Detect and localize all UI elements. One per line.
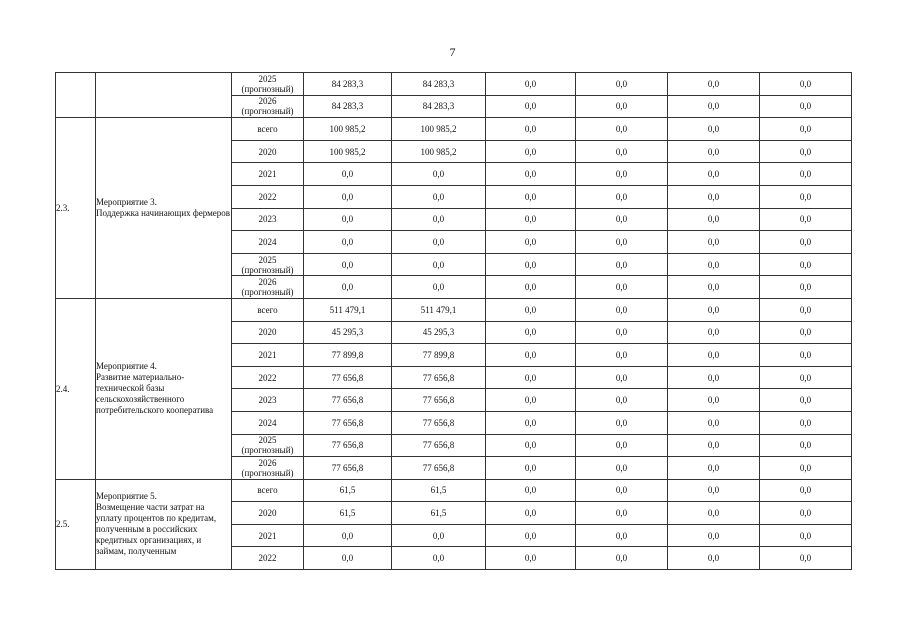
amount-cell: 0,0	[668, 276, 760, 299]
year-cell: 2020	[232, 140, 304, 163]
amount-cell: 77 656,8	[304, 366, 392, 389]
year-cell: всего	[232, 298, 304, 321]
year-cell: 2021	[232, 344, 304, 367]
amount-cell: 100 985,2	[392, 140, 486, 163]
year-cell: 2023	[232, 208, 304, 231]
amount-cell: 0,0	[576, 140, 668, 163]
amount-cell: 77 656,8	[392, 389, 486, 412]
year-cell: 2025 (прогнозный)	[232, 434, 304, 457]
amount-cell: 0,0	[486, 366, 576, 389]
amount-cell: 77 656,8	[304, 411, 392, 434]
amount-cell: 0,0	[392, 276, 486, 299]
amount-cell: 77 656,8	[392, 434, 486, 457]
amount-cell: 0,0	[760, 547, 852, 570]
amount-cell: 100 985,2	[392, 118, 486, 141]
amount-cell: 0,0	[760, 185, 852, 208]
year-cell: 2026 (прогнозный)	[232, 95, 304, 118]
amount-cell: 0,0	[576, 457, 668, 480]
amount-cell: 0,0	[486, 524, 576, 547]
year-cell: 2026 (прогнозный)	[232, 276, 304, 299]
table-row	[56, 479, 852, 502]
amount-cell: 511 479,1	[392, 298, 486, 321]
amount-cell: 0,0	[760, 366, 852, 389]
amount-cell: 0,0	[668, 118, 760, 141]
amount-cell: 0,0	[576, 389, 668, 412]
amount-cell: 0,0	[304, 253, 392, 276]
amount-cell: 45 295,3	[392, 321, 486, 344]
amount-cell: 0,0	[576, 298, 668, 321]
amount-cell: 0,0	[486, 457, 576, 480]
year-cell: 2020	[232, 321, 304, 344]
amount-cell: 0,0	[668, 479, 760, 502]
measure-number-cell	[56, 73, 96, 118]
amount-cell: 84 283,3	[392, 73, 486, 96]
amount-cell: 0,0	[576, 185, 668, 208]
year-cell: 2026 (прогнозный)	[232, 457, 304, 480]
year-cell: 2022	[232, 547, 304, 570]
amount-cell: 0,0	[486, 253, 576, 276]
measure-name-cell: Мероприятие 3. Поддержка начинающих фермеров	[96, 118, 232, 299]
amount-cell: 0,0	[668, 344, 760, 367]
year-cell: 2024	[232, 411, 304, 434]
amount-cell: 0,0	[668, 73, 760, 96]
amount-cell: 0,0	[486, 479, 576, 502]
amount-cell: 61,5	[304, 502, 392, 525]
amount-cell: 0,0	[576, 344, 668, 367]
year-cell: 2022	[232, 185, 304, 208]
amount-cell: 0,0	[760, 253, 852, 276]
amount-cell: 0,0	[304, 163, 392, 186]
table-row	[56, 298, 852, 321]
amount-cell: 0,0	[486, 118, 576, 141]
amount-cell: 0,0	[576, 434, 668, 457]
amount-cell: 0,0	[760, 321, 852, 344]
amount-cell: 0,0	[760, 479, 852, 502]
amount-cell: 0,0	[760, 118, 852, 141]
amount-cell: 0,0	[668, 502, 760, 525]
amount-cell: 0,0	[576, 479, 668, 502]
amount-cell: 77 656,8	[392, 457, 486, 480]
amount-cell: 0,0	[760, 231, 852, 254]
table-body	[56, 73, 852, 570]
amount-cell: 0,0	[668, 389, 760, 412]
amount-cell: 0,0	[668, 524, 760, 547]
amount-cell: 0,0	[576, 547, 668, 570]
amount-cell: 0,0	[392, 547, 486, 570]
amount-cell: 511 479,1	[304, 298, 392, 321]
amount-cell: 77 899,8	[392, 344, 486, 367]
amount-cell: 100 985,2	[304, 118, 392, 141]
measure-name-cell: Мероприятие 4. Развитие материально-технической базы сельскохозяйственного потребительского кооператива	[96, 298, 232, 479]
amount-cell: 0,0	[304, 524, 392, 547]
amount-cell: 0,0	[760, 163, 852, 186]
amount-cell: 0,0	[304, 276, 392, 299]
amount-cell: 0,0	[486, 411, 576, 434]
amount-cell: 0,0	[760, 276, 852, 299]
amount-cell: 0,0	[760, 298, 852, 321]
amount-cell: 0,0	[576, 231, 668, 254]
year-cell: всего	[232, 118, 304, 141]
table-row	[56, 73, 852, 96]
amount-cell: 0,0	[486, 434, 576, 457]
year-cell: 2025 (прогнозный)	[232, 73, 304, 96]
amount-cell: 0,0	[486, 163, 576, 186]
amount-cell: 0,0	[668, 411, 760, 434]
amount-cell: 0,0	[576, 411, 668, 434]
amount-cell: 0,0	[304, 185, 392, 208]
amount-cell: 0,0	[486, 231, 576, 254]
amount-cell: 77 656,8	[392, 411, 486, 434]
amount-cell: 0,0	[668, 163, 760, 186]
amount-cell: 0,0	[668, 298, 760, 321]
amount-cell: 0,0	[760, 73, 852, 96]
amount-cell: 77 656,8	[304, 434, 392, 457]
amount-cell: 77 656,8	[304, 457, 392, 480]
amount-cell: 0,0	[668, 321, 760, 344]
amount-cell: 0,0	[486, 95, 576, 118]
year-cell: 2024	[232, 231, 304, 254]
amount-cell: 77 656,8	[304, 389, 392, 412]
amount-cell: 0,0	[304, 208, 392, 231]
page-number: 7	[449, 45, 456, 59]
amount-cell: 0,0	[668, 95, 760, 118]
amount-cell: 0,0	[304, 547, 392, 570]
amount-cell: 0,0	[760, 411, 852, 434]
measure-name-cell	[96, 73, 232, 118]
measure-number-cell: 2.4.	[56, 298, 96, 479]
table-row	[56, 118, 852, 141]
year-cell: 2022	[232, 366, 304, 389]
amount-cell: 0,0	[576, 118, 668, 141]
amount-cell: 0,0	[668, 366, 760, 389]
amount-cell: 0,0	[392, 253, 486, 276]
amount-cell: 0,0	[392, 524, 486, 547]
amount-cell: 0,0	[668, 253, 760, 276]
amount-cell: 0,0	[760, 95, 852, 118]
amount-cell: 0,0	[576, 73, 668, 96]
amount-cell: 0,0	[576, 366, 668, 389]
amount-cell: 0,0	[486, 185, 576, 208]
amount-cell: 0,0	[576, 95, 668, 118]
amount-cell: 0,0	[486, 276, 576, 299]
year-cell: 2023	[232, 389, 304, 412]
amount-cell: 0,0	[486, 73, 576, 96]
amount-cell: 0,0	[668, 434, 760, 457]
amount-cell: 0,0	[760, 502, 852, 525]
amount-cell: 0,0	[576, 524, 668, 547]
amount-cell: 0,0	[576, 163, 668, 186]
measure-number-cell: 2.5.	[56, 479, 96, 569]
amount-cell: 0,0	[668, 140, 760, 163]
amount-cell: 0,0	[668, 547, 760, 570]
amount-cell: 84 283,3	[304, 95, 392, 118]
amount-cell: 0,0	[668, 231, 760, 254]
amount-cell: 0,0	[486, 389, 576, 412]
amount-cell: 0,0	[760, 457, 852, 480]
amount-cell: 0,0	[668, 185, 760, 208]
measure-number-cell: 2.3.	[56, 118, 96, 299]
amount-cell: 0,0	[392, 231, 486, 254]
year-cell: 2021	[232, 163, 304, 186]
amount-cell: 0,0	[760, 434, 852, 457]
amount-cell: 0,0	[760, 389, 852, 412]
amount-cell: 61,5	[392, 502, 486, 525]
amount-cell: 0,0	[760, 524, 852, 547]
program-funding-table	[55, 72, 852, 570]
amount-cell: 84 283,3	[304, 73, 392, 96]
amount-cell: 0,0	[760, 208, 852, 231]
year-cell: 2025 (прогнозный)	[232, 253, 304, 276]
amount-cell: 0,0	[486, 140, 576, 163]
amount-cell: 0,0	[486, 547, 576, 570]
amount-cell: 0,0	[486, 344, 576, 367]
amount-cell: 0,0	[486, 298, 576, 321]
year-cell: всего	[232, 479, 304, 502]
amount-cell: 0,0	[576, 276, 668, 299]
amount-cell: 0,0	[760, 140, 852, 163]
amount-cell: 0,0	[576, 208, 668, 231]
year-cell: 2020	[232, 502, 304, 525]
amount-cell: 45 295,3	[304, 321, 392, 344]
amount-cell: 0,0	[392, 163, 486, 186]
amount-cell: 0,0	[576, 321, 668, 344]
amount-cell: 0,0	[668, 457, 760, 480]
amount-cell: 0,0	[392, 208, 486, 231]
amount-cell: 61,5	[304, 479, 392, 502]
year-cell: 2021	[232, 524, 304, 547]
amount-cell: 0,0	[486, 321, 576, 344]
amount-cell: 0,0	[486, 502, 576, 525]
amount-cell: 100 985,2	[304, 140, 392, 163]
amount-cell: 0,0	[392, 185, 486, 208]
amount-cell: 77 656,8	[392, 366, 486, 389]
amount-cell: 0,0	[486, 208, 576, 231]
amount-cell: 0,0	[576, 253, 668, 276]
amount-cell: 84 283,3	[392, 95, 486, 118]
measure-name-cell: Мероприятие 5. Возмещение части затрат на уплату процентов по кредитам, полученным в российских кредитных организациях, и займам, полученным	[96, 479, 232, 569]
amount-cell: 61,5	[392, 479, 486, 502]
amount-cell: 77 899,8	[304, 344, 392, 367]
amount-cell: 0,0	[760, 344, 852, 367]
amount-cell: 0,0	[304, 231, 392, 254]
amount-cell: 0,0	[668, 208, 760, 231]
amount-cell: 0,0	[576, 502, 668, 525]
